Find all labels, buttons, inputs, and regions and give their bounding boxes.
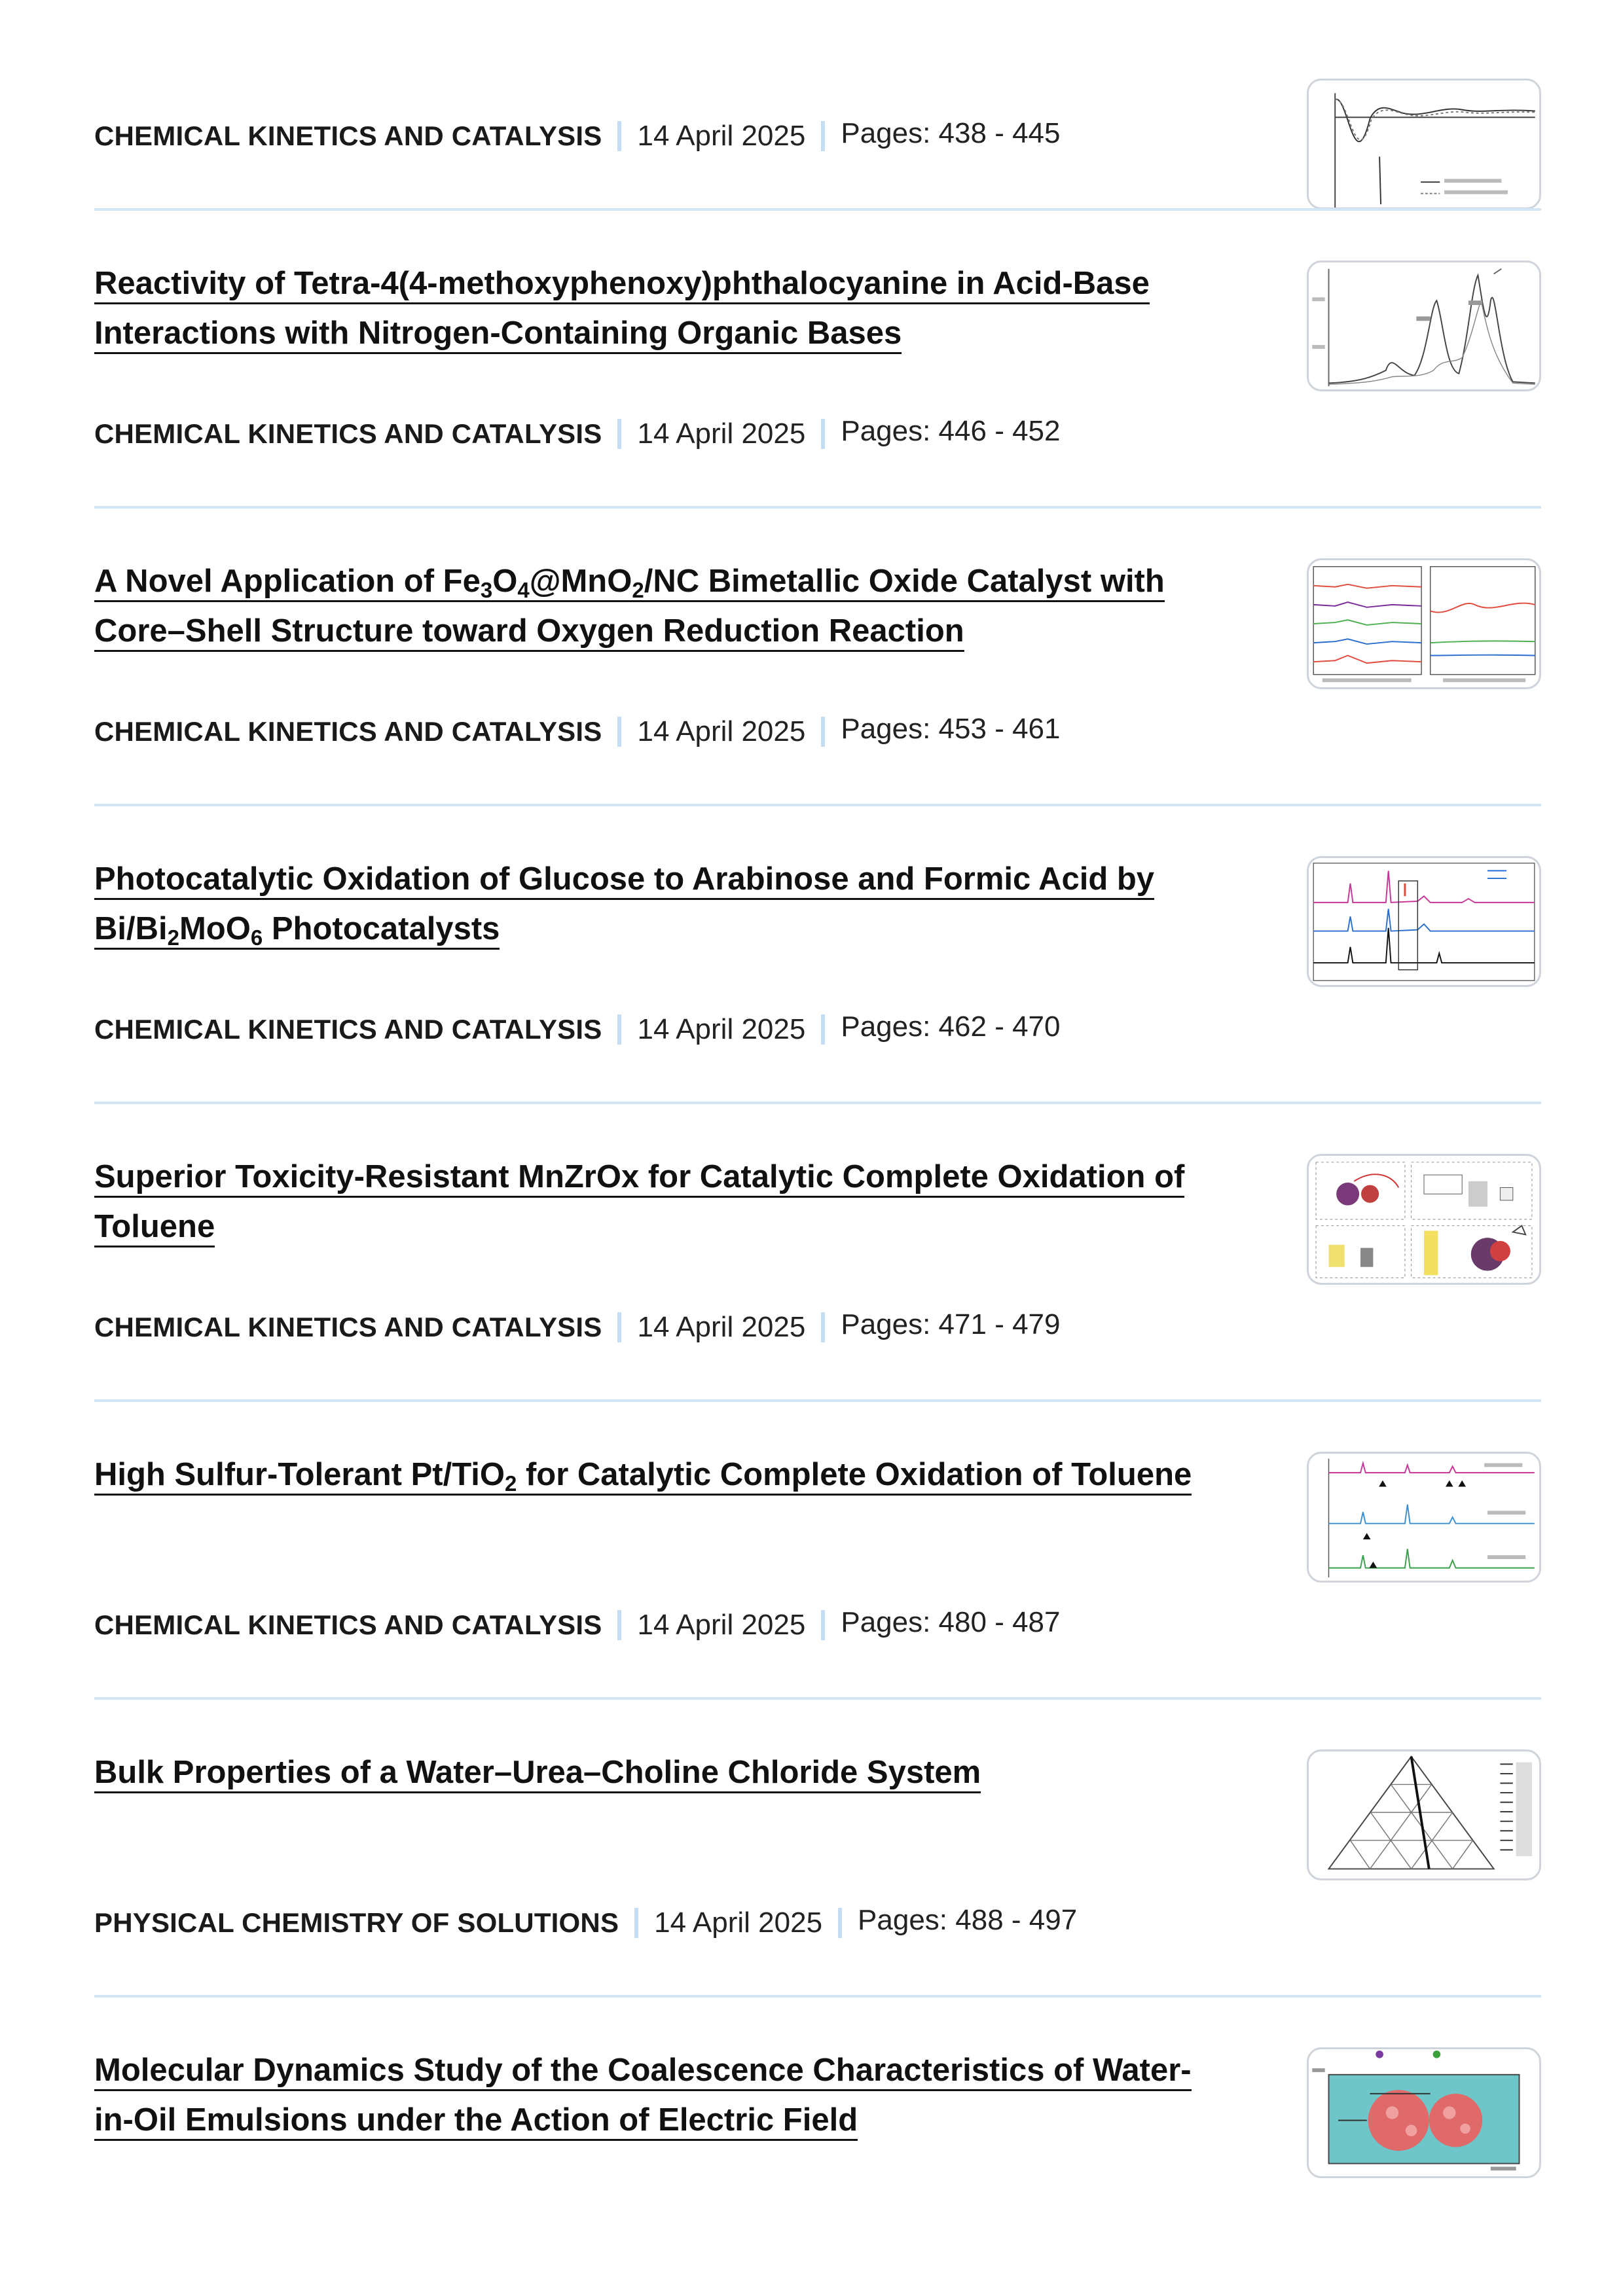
meta-separator <box>617 1610 621 1640</box>
article-title-link[interactable] <box>94 854 1233 954</box>
article-title-link[interactable] <box>94 259 1233 358</box>
meta-separator <box>617 1014 621 1045</box>
article-pages: Pages: 446 - 452 <box>841 415 1061 447</box>
xrd-pattern-chart <box>1309 858 1539 985</box>
meta-separator <box>617 1312 621 1342</box>
article-section[interactable]: PHYSICAL CHEMISTRY OF SOLUTIONS <box>94 1907 619 1938</box>
article-meta <box>94 1308 1060 1347</box>
article-title-link[interactable] <box>94 1450 1233 1499</box>
meta-separator <box>617 121 621 151</box>
article-title-link[interactable] <box>94 1152 1233 1251</box>
xrd-stacked-chart <box>1309 1454 1539 1581</box>
article-title-line[interactable]: Molecular Dynamics Study of the Coalescence Characteristics of Water- <box>94 2053 1192 2091</box>
article-title-line[interactable]: Toluene <box>94 1209 215 1247</box>
article-thumbnail[interactable] <box>1307 1452 1541 1583</box>
article-thumbnail[interactable] <box>1307 2047 1541 2178</box>
article-thumbnail[interactable] <box>1307 79 1541 209</box>
article-thumbnail[interactable] <box>1307 1749 1541 1880</box>
meta-separator <box>821 717 825 747</box>
article-title-link[interactable] <box>94 2045 1233 2145</box>
article-pages: Pages: 462 - 470 <box>841 1011 1061 1043</box>
article-date: 14 April 2025 <box>637 120 806 152</box>
meta-separator <box>821 1014 825 1045</box>
meta-separator <box>821 419 825 449</box>
article-title-line[interactable]: Core–Shell Structure toward Oxygen Reduction Reaction <box>94 613 964 652</box>
article-title-link[interactable] <box>94 556 1233 656</box>
article-section[interactable]: CHEMICAL KINETICS AND CATALYSIS <box>94 1312 602 1342</box>
meta-separator <box>617 419 621 449</box>
article-title-line[interactable]: Bulk Properties of a Water–Urea–Choline Chloride System <box>94 1755 981 1793</box>
article-section[interactable]: CHEMICAL KINETICS AND CATALYSIS <box>94 1014 602 1045</box>
article-title-line[interactable]: Superior Toxicity-Resistant MnZrOx for Catalytic Complete Oxidation of <box>94 1159 1184 1198</box>
meta-separator <box>821 121 825 151</box>
article-pages: Pages: 453 - 461 <box>841 713 1061 745</box>
article-thumbnail[interactable] <box>1307 558 1541 689</box>
meta-separator <box>821 1312 825 1342</box>
article-meta <box>94 712 1060 751</box>
article-title-line[interactable]: High Sulfur-Tolerant Pt/TiO$_2$ for Catalytic Complete Oxidation of Toluene <box>94 1457 1192 1496</box>
article-title-line[interactable]: Reactivity of Tetra-4(4-methoxyphenoxy)phthalocyanine in Acid-Base <box>94 266 1150 304</box>
article-date: 14 April 2025 <box>637 715 806 747</box>
entry-divider <box>94 804 1541 806</box>
molecular-simulation-box <box>1309 2049 1539 2176</box>
entry-divider <box>94 1995 1541 1998</box>
article-date: 14 April 2025 <box>654 1907 823 1939</box>
article-meta <box>94 1903 1077 1943</box>
entry-divider <box>94 208 1541 211</box>
article-pages: Pages: 471 - 479 <box>841 1308 1061 1340</box>
article-meta <box>94 414 1060 454</box>
article-title-line[interactable]: A Novel Application of $Fe_3O_4@MnO_2/NC$ Bimetallic Oxide Catalyst with <box>94 564 1165 602</box>
spectrum-curve-chart <box>1309 81 1539 207</box>
article-section[interactable]: CHEMICAL KINETICS AND CATALYSIS <box>94 1609 602 1640</box>
article-title-line[interactable]: in-Oil Emulsions under the Action of Electric Field <box>94 2102 858 2141</box>
article-date: 14 April 2025 <box>637 1609 806 1641</box>
article-section[interactable]: CHEMICAL KINETICS AND CATALYSIS <box>94 120 602 151</box>
article-title-link[interactable] <box>94 1748 1233 1797</box>
ternary-phase-diagram <box>1309 1751 1539 1878</box>
article-pages: Pages: 438 - 445 <box>841 117 1061 149</box>
article-date: 14 April 2025 <box>637 418 806 450</box>
article-pages: Pages: 480 - 487 <box>841 1606 1061 1638</box>
article-title-line[interactable]: Interactions with Nitrogen-Containing Organic Bases <box>94 315 902 354</box>
meta-separator <box>617 717 621 747</box>
entry-divider <box>94 1102 1541 1104</box>
article-thumbnail[interactable] <box>1307 1154 1541 1285</box>
xrd-raman-chart <box>1309 560 1539 687</box>
article-title-line[interactable]: $Bi/Bi_2MoO_6$ Photocatalysts <box>94 911 500 950</box>
article-title-line[interactable]: Photocatalytic Oxidation of Glucose to Arabinose and Formic Acid by <box>94 861 1154 900</box>
article-pages: Pages: 488 - 497 <box>858 1904 1078 1936</box>
meta-separator <box>634 1908 638 1938</box>
article-section[interactable]: CHEMICAL KINETICS AND CATALYSIS <box>94 418 602 449</box>
entry-divider <box>94 506 1541 509</box>
article-thumbnail[interactable] <box>1307 856 1541 987</box>
entry-divider <box>94 1697 1541 1700</box>
article-thumbnail[interactable] <box>1307 260 1541 391</box>
article-date: 14 April 2025 <box>637 1311 806 1343</box>
meta-separator <box>838 1908 842 1938</box>
absorption-spectrum-chart <box>1309 262 1539 389</box>
graphical-abstract-diagram <box>1309 1156 1539 1283</box>
article-meta <box>94 1010 1060 1049</box>
article-meta <box>94 117 1060 156</box>
article-date: 14 April 2025 <box>637 1013 806 1045</box>
entry-divider <box>94 1399 1541 1402</box>
meta-separator <box>821 1610 825 1640</box>
article-meta <box>94 1605 1060 1645</box>
article-section[interactable]: CHEMICAL KINETICS AND CATALYSIS <box>94 716 602 747</box>
